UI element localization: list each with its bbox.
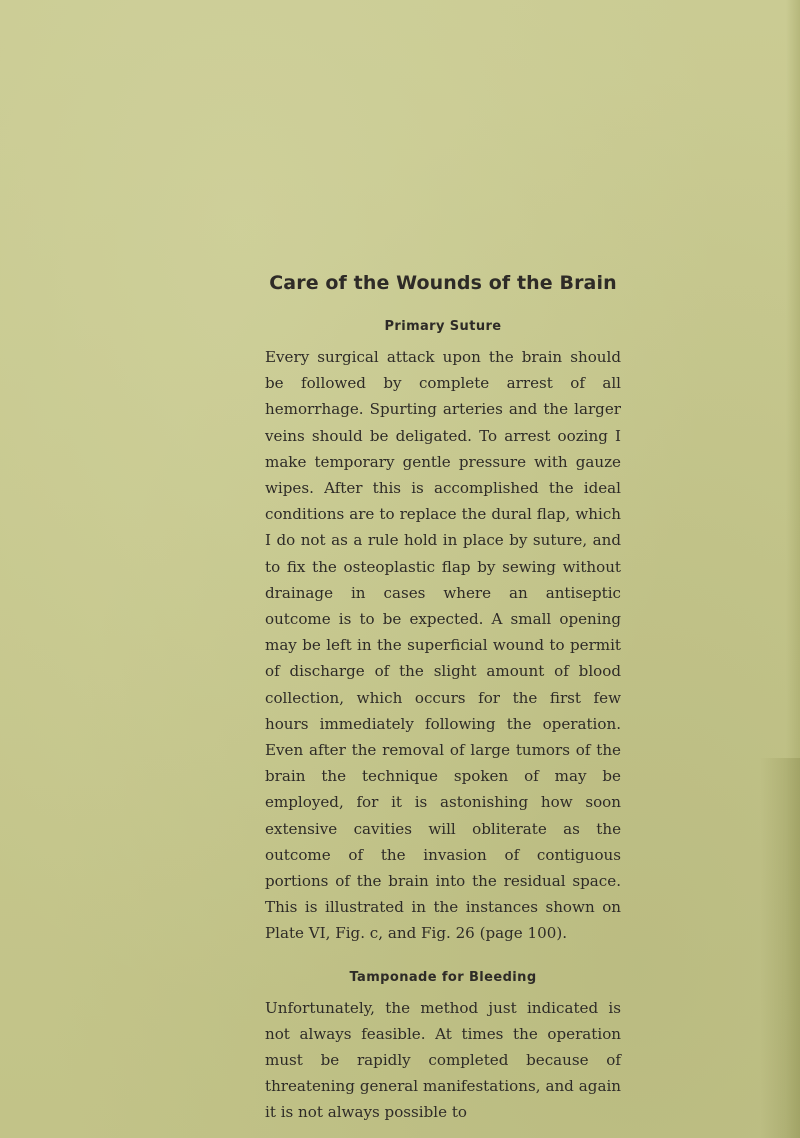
chapter-title: Care of the Wounds of the Brain	[269, 272, 617, 294]
page-corner-shadow	[760, 758, 800, 1138]
section-heading-primary-suture: Primary Suture	[384, 319, 502, 334]
text-column	[265, 270, 621, 1126]
paragraph-tamponade: Unfortunately, the method just indicated is not always feasible. At times the operation must be rapidly completed because of threatening general manifestations, and again it is not always possible to	[265, 998, 621, 1122]
paragraph-primary-suture: Every surgical attack upon the brain should be followed by complete arrest of all hemorrhage. Spurting arteries and the larger veins should be deligated. To arrest oozing I make temporary gentle pressure with gauze wipes. After this is accomplished the ideal conditions are to replace the dural flap, which I do not as a rule hold in place by suture, and to fix the osteoplastic flap by sewing without drainage in cases where an antiseptic outcome is to be expected. A small opening may be left in the superficial wound to permit of discharge of the slight amount of blood collection, which occurs for the first few hours immediately following the operation. Even after the removal of large tumors of the brain the technique spoken of may be employed, for it is astonishing how soon extensive cavities will obliterate as the outcome of the invasion of contiguous portions of the brain into the residual space. This is illustrated in the instances shown on Plate VI, Fig. c, and Fig. 26 (page 100).	[265, 348, 621, 943]
section-heading-tamponade: Tamponade for Bleeding	[349, 969, 537, 985]
